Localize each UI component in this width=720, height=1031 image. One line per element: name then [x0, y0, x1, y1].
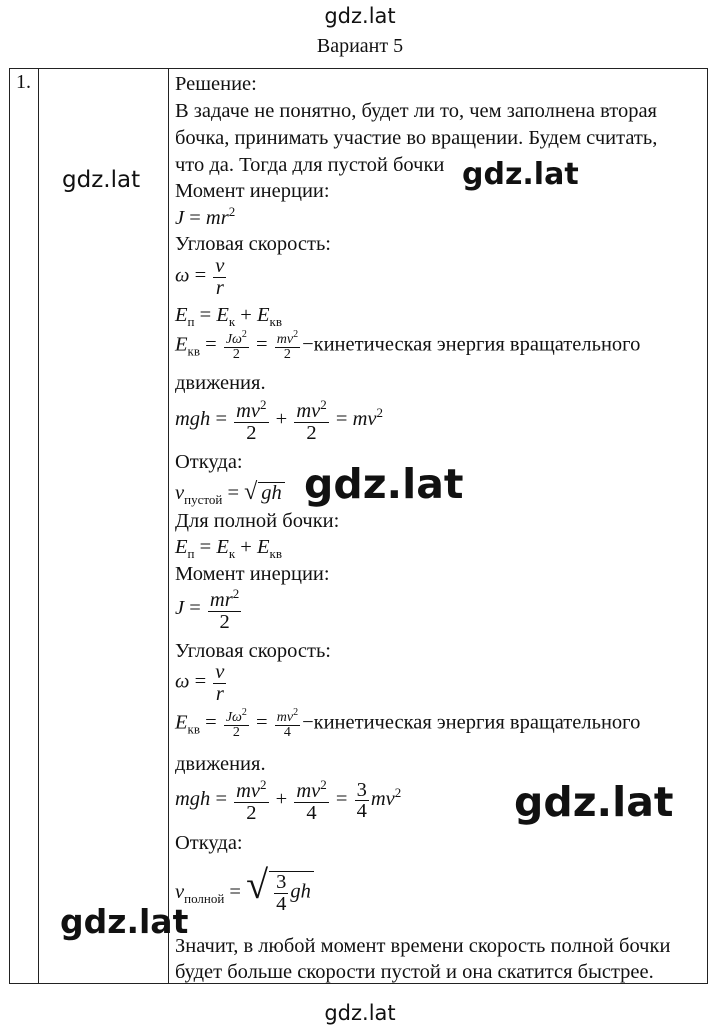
formula-v-empty: $v_{пустой}$ = √ gh: [175, 480, 285, 506]
watermark-top: gdz.lat: [324, 4, 396, 28]
text-inline: −кинетическая энергия вращательного: [302, 711, 641, 734]
formula-rotational-energy-empty: $E_{кв}$ = $\frac{J\omega^2}{2}$ = $\frac{mv^2}{2}$ −кинетическая энергия вращательного: [175, 329, 641, 362]
formula-rotational-energy-full: $E_{кв}$ = $\frac{J\omega^2}{2}$ = $\frac{mv^2}{4}$ −кинетическая энергия вращательного: [175, 707, 641, 740]
solution-table: [9, 68, 708, 984]
task-number: 1.: [16, 71, 31, 93]
formula-v-full: $v_{полной}$ = √ $\frac{3}{4}$ gh: [175, 865, 314, 914]
watermark: gdz.lat: [514, 778, 674, 826]
text-line: что да. Тогда для пустой бочки: [175, 154, 445, 176]
text-line: В задаче не понятно, будет ли то, чем заполнена вторая: [175, 100, 657, 122]
formula-inertia-full: J = $\frac{mr^2}{2}$: [175, 586, 240, 633]
column-divider: [38, 69, 39, 983]
formula-inertia-empty: $J = mr^2$: [175, 204, 236, 229]
formula-omega-full: ω = $\frac{v}{r}$: [175, 661, 225, 705]
text-line: движения.: [175, 372, 266, 394]
text-line: движения.: [175, 753, 266, 775]
watermark-cell: gdz.lat: [62, 167, 141, 193]
watermark: gdz.lat: [60, 902, 189, 941]
text-line: бочка, принимать участие во вращении. Будем считать,: [175, 127, 658, 149]
text-line: Откуда:: [175, 451, 243, 473]
text-line: Значит, в любой момент времени скорость полной бочки: [175, 935, 671, 957]
formula-energy-balance-empty: mgh = $\frac{mv^2}{2}$ + $\frac{mv^2}{2}$ = $mv^2$: [175, 397, 383, 444]
text-inline: −кинетическая энергия вращательного: [302, 333, 641, 356]
formula-energy-sum: $E_п = E_к + E_{кв}$: [175, 304, 282, 329]
watermark-bottom: gdz.lat: [324, 1001, 396, 1025]
formula-energy-sum-full: $E_п = E_к + E_{кв}$: [175, 536, 282, 561]
text-line: будет больше скорости пустой и она скатится быстрее.: [175, 961, 654, 983]
solution-heading: Решение:: [175, 73, 257, 95]
formula-energy-balance-full: mgh = $\frac{mv^2}{2}$ + $\frac{mv^2}{4}$ = $\frac{3}{4}$ $mv^2$: [175, 777, 402, 824]
watermark: gdz.lat: [462, 157, 579, 192]
text-line: Угловая скорость:: [175, 233, 332, 255]
formula-omega-empty: ω = $\frac{v}{r}$: [175, 255, 225, 299]
text-line: Откуда:: [175, 832, 243, 854]
text-line: Момент инерции:: [175, 563, 330, 585]
column-divider: [168, 69, 169, 983]
text-line: Для полной бочки:: [175, 510, 340, 532]
watermark: gdz.lat: [304, 460, 464, 508]
variant-title: Вариант 5: [316, 35, 404, 57]
text-line: Момент инерции:: [175, 180, 330, 202]
sub-empty: пустой: [184, 492, 223, 507]
text-line: Угловая скорость:: [175, 640, 332, 662]
sub-full: полной: [184, 891, 225, 906]
